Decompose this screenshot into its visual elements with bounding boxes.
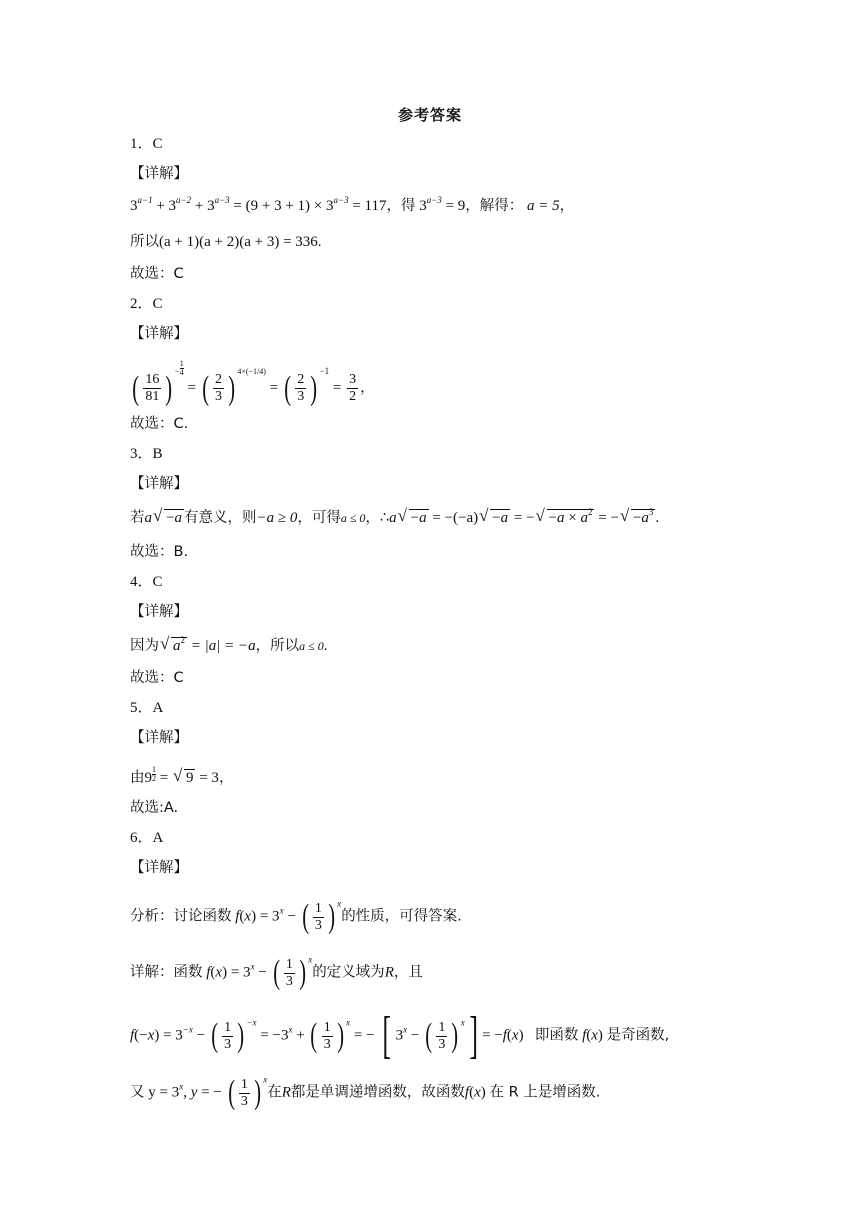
q6-monotone-line: 又 $y = 3^x$, y = − ( $\frac{1}{3}$ ) $^x$在R都是单调递增函数，故函数f(x) 在 R 上是增函数. [130,1074,601,1111]
q6-number: 6．A [130,830,164,846]
q1-number: 1．C [130,136,163,152]
q1-product-line: 所以(a + 1)(a + 2)(a + 3) = 336. [130,234,322,250]
q5-number: 5．A [130,700,164,716]
q4-number: 4．C [130,574,163,590]
q5-answer: 故选:A. [130,800,179,816]
q5-equation-line: 由9 $\frac{1}{2}$ = √ 9 = 3， [130,766,233,788]
q4-answer: 故选：C [130,670,184,686]
q2-equation-line: ( $\frac{16}{81}$ ) $^{- \frac{1}{4}}$ = ( $\frac{2}{3}$ ) $^{4\times(-1/4)}$ = ( $\frac{2}{3}$ ) $^{-1}$ = $\frac{3}{2}$ ， [132,359,375,407]
q3-detail-label: 【详解】 [130,476,188,492]
q3-number: 3．B [130,446,163,462]
q4-equation-line: 因为√ $a^2 = |a| = -a$，所以a ≤ 0. [130,636,327,656]
q2-answer: 故选：C. [130,416,189,432]
q3-answer: 故选：B. [130,544,189,560]
q6-detail-label: 【详解】 [130,860,188,876]
q1-answer: 故选：C [130,266,184,282]
q5-detail-label: 【详解】 [130,730,188,746]
q2-number: 2．C [130,296,163,312]
q1-equation-line: $3^{a-1} + 3^{a-2} + 3^{a-3} = (9 + 3 + 1) \times 3^{a-3} = 117$，得 $3^{a-3} = 9$，解得： a = 5， [130,195,575,214]
q6-detail-line: 详解：函数 $f(x) = 3^x$ − ( $\frac{1}{3}$ ) $^x$的定义域为R，且 [130,954,423,991]
q6-odd-line: $f(-x) = 3^{-x}$ − ( $\frac{1}{3}$ ) $^{-x} = -3^x$ + ( $\frac{1}{3}$ ) $^x$ = − [ $3^x$ − ( $\frac{1}{3}$ ) $^x$] = −f(x) 即函数 f(x) 是奇函数, [130,1007,670,1064]
q1-detail-label: 【详解】 [130,166,188,182]
q2-detail-label: 【详解】 [130,326,188,342]
q6-analysis-line: 分析：讨论函数 $f(x) = 3^x$ − ( $\frac{1}{3}$ ) $^x$的性质，可得答案. [130,898,462,935]
q3-equation-line: 若a√ −a 有意义，则−a ≥ 0，可得a ≤ 0，∴a√ −a = −(−a)√ −a = −√ $-a \times a^2$ = −√ $-a^3$ . [130,508,659,528]
page-title: 参考答案 [397,106,462,124]
q4-detail-label: 【详解】 [130,604,188,620]
